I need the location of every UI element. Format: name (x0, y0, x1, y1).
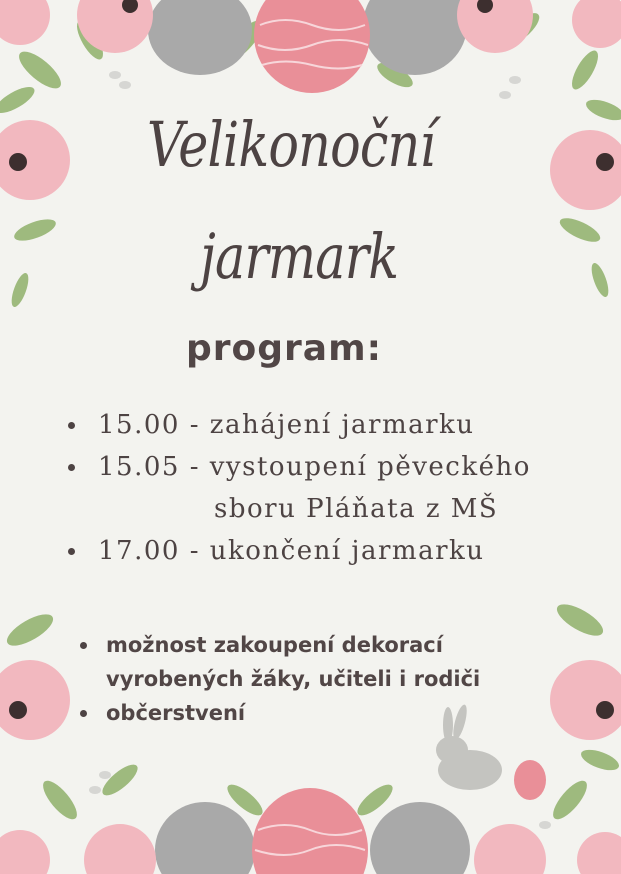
title-line-2: jarmark (200, 220, 399, 293)
note-item-continuation-text: vyrobených žáky, učiteli i rodiči (106, 667, 481, 691)
note-item (78, 696, 480, 730)
schedule-item-continuation (66, 488, 531, 530)
bullet-icon (80, 642, 87, 649)
note-item-text: občerstvení (106, 701, 246, 725)
bullet-icon (68, 548, 75, 555)
schedule-item-text: 15.00 - zahájení jarmarku (98, 410, 475, 440)
schedule-item (66, 446, 531, 488)
notes-list (78, 628, 480, 730)
schedule-item-text: 17.00 - ukončení jarmarku (98, 536, 485, 566)
schedule-item-text: 15.05 - vystoupení pěveckého (98, 452, 531, 482)
program-heading: program: (186, 328, 382, 369)
note-item-text: možnost zakoupení dekorací (106, 633, 443, 657)
bullet-icon (68, 422, 75, 429)
schedule-item (66, 530, 531, 572)
schedule-list (66, 404, 531, 572)
schedule-item-continuation-text: sboru Pláňata z MŠ (214, 494, 499, 524)
schedule-item (66, 404, 531, 446)
bullet-icon (80, 710, 87, 717)
title-line-1: Velikonoční (147, 108, 435, 181)
note-item-continuation (78, 662, 480, 696)
bullet-icon (68, 464, 75, 471)
note-item (78, 628, 480, 662)
